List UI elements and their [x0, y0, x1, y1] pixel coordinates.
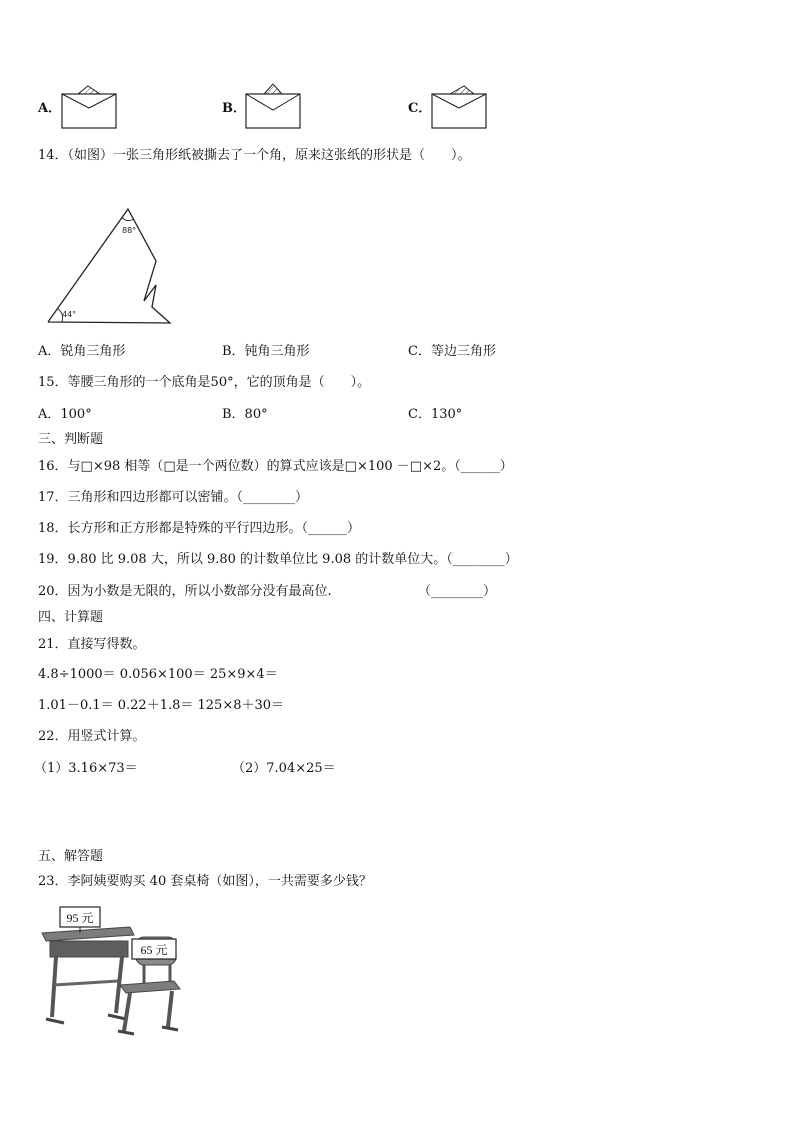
question-20-blank: （________） [418, 584, 497, 599]
section-5-title: 五、解答题 [38, 849, 104, 864]
question-16: 16．与□×98 相等（□是一个两位数）的算式应该是□×100 －□×2。（______） [38, 459, 513, 474]
question-17: 17．三角形和四边形都可以密铺。（________） [38, 490, 309, 505]
q14-option-c: C．等边三角形 [408, 344, 496, 359]
q14-option-b: B．钝角三角形 [222, 344, 310, 359]
desk-price-label: 95 元 [66, 911, 94, 925]
question-21-stem: 21．直接写得数。 [38, 637, 146, 652]
desk-chair-figure [36, 905, 186, 1037]
q15-option-b: B．80° [222, 407, 268, 422]
question-21-row2: 1.01－0.1＝ 0.22＋1.8＝ 125×8＋30＝ [38, 698, 285, 713]
question-22-stem: 22．用竖式计算。 [38, 729, 146, 744]
question-19: 19．9.80 比 9.08 大，所以 9.80 的计数单位比 9.08 的计数单位大。（________） [38, 552, 518, 567]
question-18: 18．长方形和正方形都是特殊的平行四边形。（______） [38, 521, 361, 536]
option-b-label: B． [222, 101, 246, 116]
angle-label-bottom: 44° [62, 310, 77, 319]
envelope-figure-a [60, 84, 118, 130]
section-3-title: 三、判断题 [38, 432, 104, 447]
section-4-title: 四、计算题 [38, 610, 104, 625]
chair-price-label: 65 元 [140, 943, 168, 957]
question-20: 20．因为小数是无限的，所以小数部分没有最高位. [38, 584, 332, 599]
question-21-row1: 4.8÷1000＝ 0.056×100＝ 25×9×4＝ [38, 667, 278, 682]
q14-option-a: A．锐角三角形 [38, 344, 126, 359]
q15-option-c: C．130° [408, 407, 463, 422]
envelope-figure-c [430, 84, 488, 130]
question-22-part2: （2）7.04×25＝ [232, 761, 336, 776]
question-14-stem: 14．（如图）一张三角形纸被撕去了一个角，原来这张纸的形状是（ ）。 [38, 148, 471, 163]
option-a-label: A． [38, 101, 62, 116]
option-c-label: C． [408, 101, 432, 116]
question-23-stem: 23．李阿姨要购买 40 套桌椅（如图），一共需要多少钱？ [38, 874, 372, 889]
q15-option-a: A．100° [38, 407, 92, 422]
angle-label-top: 88° [122, 226, 137, 235]
question-15-stem: 15．等腰三角形的一个底角是50°，它的顶角是（ ）。 [38, 375, 371, 390]
question-22-part1: （1）3.16×73＝ [34, 761, 138, 776]
torn-triangle-figure [40, 205, 180, 327]
envelope-figure-b [244, 82, 302, 130]
